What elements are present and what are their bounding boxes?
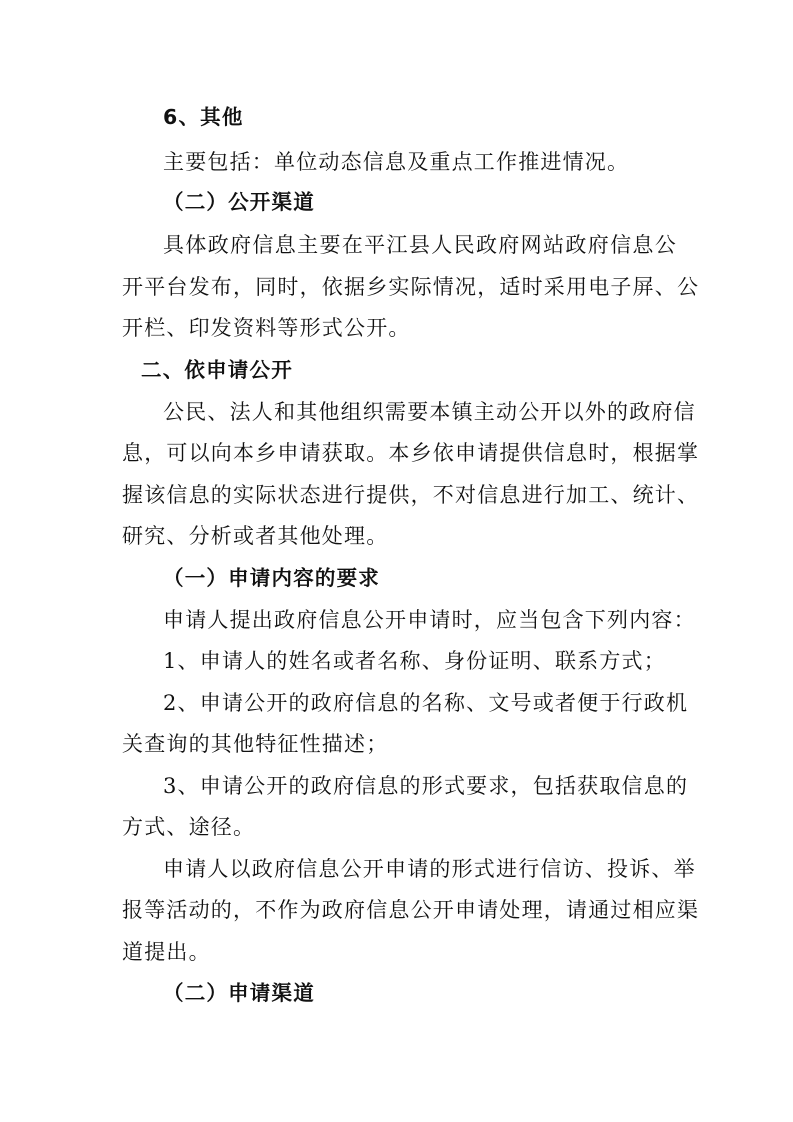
list-item: 2、申请公开的政府信息的名称、文号或者便于行政机 — [163, 691, 689, 715]
list-item: 1、申请人的姓名或者名称、身份证明、联系方式； — [163, 649, 666, 673]
section-heading-other: 6、其他 — [163, 105, 244, 129]
section-heading-apply-disclosure: 二、依申请公开 — [141, 358, 293, 382]
list-item-continuation: 方式、途径。 — [122, 815, 256, 839]
paragraph-line: 握该信息的实际状态进行提供，不对信息进行加工、统计、 — [122, 483, 700, 507]
section-heading-application-channel: （二）申请渠道 — [163, 981, 315, 1005]
list-item: 3、申请公开的政府信息的形式要求，包括获取信息的 — [163, 774, 689, 798]
paragraph-line: 申请人以政府信息公开申请的形式进行信访、投诉、举 — [163, 857, 696, 881]
paragraph-line: 研究、分析或者其他处理。 — [122, 524, 389, 548]
paragraph-line: 具体政府信息主要在平江县人民政府网站政府信息公 — [163, 233, 677, 257]
section-heading-public-channel: （二）公开渠道 — [163, 190, 315, 214]
paragraph-line: 道提出。 — [122, 940, 211, 964]
paragraph-line: 申请人提出政府信息公开申请时，应当包含下列内容： — [163, 608, 696, 632]
paragraph-line: 息，可以向本乡申请获取。本乡依申请提供信息时，根据掌 — [122, 441, 700, 465]
paragraph-line: 开栏、印发资料等形式公开。 — [122, 316, 411, 340]
paragraph-line: 公民、法人和其他组织需要本镇主动公开以外的政府信 — [163, 400, 696, 424]
list-item-continuation: 关查询的其他特征性描述； — [122, 732, 389, 756]
paragraph-line: 报等活动的，不作为政府信息公开申请处理，请通过相应渠 — [122, 898, 700, 922]
paragraph-line: 开平台发布，同时，依据乡实际情况，适时采用电子屏、公 — [122, 275, 700, 299]
paragraph-line: 主要包括：单位动态信息及重点工作推进情况。 — [163, 150, 630, 174]
section-heading-application-requirements: （一）申请内容的要求 — [163, 566, 380, 590]
